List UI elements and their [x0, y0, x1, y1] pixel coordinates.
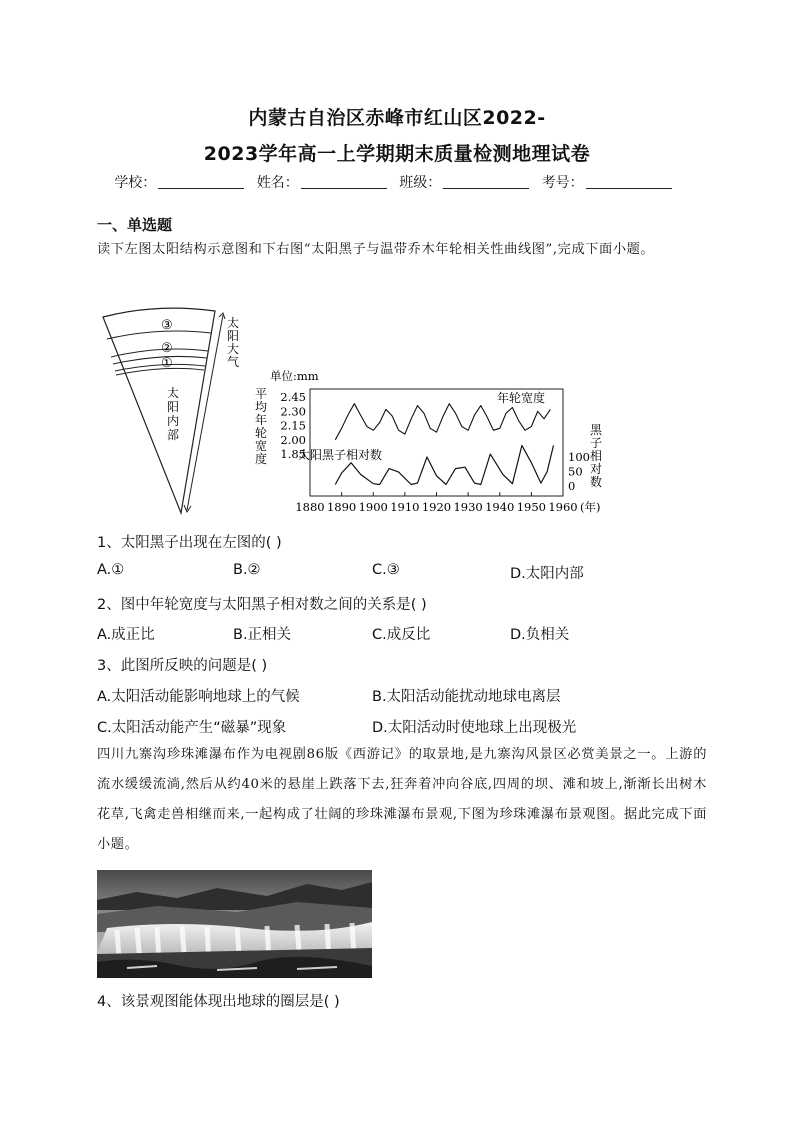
layer-1-label: ① — [161, 356, 173, 371]
q1-option-b[interactable]: B.② — [233, 562, 261, 578]
x-axis-label: (年) — [580, 500, 601, 514]
right-axis-label: 黑子相对数 — [590, 423, 603, 489]
school-label: 学校： — [114, 175, 157, 191]
q2-option-a[interactable]: A.成正比 — [97, 627, 155, 643]
q1-option-c[interactable]: C.③ — [372, 562, 400, 578]
school-blank — [158, 176, 244, 189]
left-tick-label: 2.30 — [280, 404, 306, 419]
q2-option-c[interactable]: C.成反比 — [372, 627, 431, 643]
q2-option-d[interactable]: D.负相关 — [510, 627, 570, 643]
question-2-stem: 2、图中年轮宽度与太阳黑子相对数之间的关系是( ) — [97, 597, 427, 613]
q3-option-b[interactable]: B.太阳活动能扰动地球电离层 — [372, 689, 561, 705]
right-tick-label: 50 — [568, 464, 583, 479]
q3-option-c[interactable]: C.太阳活动能产生“磁暴”现象 — [97, 720, 287, 736]
q3-option-a[interactable]: A.太阳活动能影响地球上的气候 — [97, 689, 300, 705]
left-tick-label: 1.85 — [280, 447, 306, 461]
class-label: 班级： — [399, 175, 442, 191]
tree-ring-series-line — [335, 404, 550, 440]
name-blank — [301, 176, 387, 189]
sun-interior-label: 太阳内部 — [167, 386, 180, 442]
doc-title-line1: 内蒙古自治区赤峰市红山区2022- — [248, 107, 546, 129]
x-tick-label: 1890 — [326, 500, 357, 514]
x-tick-label: 1920 — [421, 500, 452, 514]
q2-option-b[interactable]: B.正相关 — [233, 627, 292, 643]
layer-3-label: ③ — [161, 318, 173, 333]
intro-paragraph-2: 四川九寨沟珍珠滩瀑布作为电视剧86版《西游记》的取景地,是九寨沟风景区必赏美景之一。上游的流水缓缓流淌,然后从约40米的悬崖上跌落下去,狂奔着冲向谷底,四周的坝、滩和坡上,渐渐长出树木花草,飞禽走兽相继而来,一起构成了壮阔的珍珠滩瀑布景观,下图为珍珠滩瀑布景观图。据此完成下面小题。 — [97, 747, 707, 852]
left-tick-label: 2.45 — [280, 390, 306, 404]
x-tick-label: 1940 — [485, 500, 515, 514]
left-axis-label: 平均年轮宽度 — [255, 387, 268, 466]
question-1-stem: 1、太阳黑子出现在左图的( ) — [97, 535, 282, 551]
question-4-stem: 4、该景观图能体现出地球的圈层是( ) — [97, 994, 340, 1010]
sunspot-tree-ring-chart — [250, 362, 610, 517]
sun-atmosphere-label: 太阳大气 — [227, 316, 240, 369]
x-tick-label: 1950 — [516, 500, 547, 514]
q1-option-a[interactable]: A.① — [97, 562, 125, 578]
q1-option-d[interactable]: D.太阳内部 — [510, 566, 584, 582]
right-tick-label: 0 — [568, 479, 576, 493]
x-tick-label: 1900 — [358, 500, 388, 514]
question-3-stem: 3、此图所反映的问题是( ) — [97, 658, 268, 674]
chart-unit-label: 单位:mm — [270, 369, 319, 383]
layer-2-label: ② — [161, 341, 173, 356]
section-heading: 一、单选题 — [97, 216, 173, 234]
right-tick-label: 100 — [568, 450, 590, 464]
intro-paragraph-1: 读下左图太阳结构示意图和下右图“太阳黑子与温带乔木年轮相关性曲线图”,完成下面小题。 — [97, 242, 655, 257]
left-tick-label: 2.15 — [280, 418, 306, 433]
series-label-sunspot: 太阳黑子相对数 — [298, 448, 383, 462]
plot-frame — [310, 389, 563, 496]
number-blank — [586, 176, 672, 189]
name-label: 姓名： — [256, 175, 299, 191]
class-blank — [443, 176, 529, 189]
doc-title-line2: 2023学年高一上学期期末质量检测地理试卷 — [203, 143, 591, 165]
x-tick-label: 1960 — [548, 500, 578, 514]
pearl-shoal-waterfall-photo — [97, 870, 372, 978]
sun-structure-diagram — [97, 305, 247, 520]
student-info-row — [0, 172, 794, 192]
x-tick-label: 1930 — [453, 500, 483, 514]
q3-option-d[interactable]: D.太阳活动时使地球上出现极光 — [372, 720, 577, 736]
number-label: 考号： — [541, 175, 584, 191]
series-label-tree-ring: 年轮宽度 — [497, 391, 546, 405]
left-tick-label: 2.00 — [280, 432, 306, 447]
x-tick-label: 1880 — [295, 500, 325, 514]
x-tick-label: 1910 — [390, 500, 420, 514]
